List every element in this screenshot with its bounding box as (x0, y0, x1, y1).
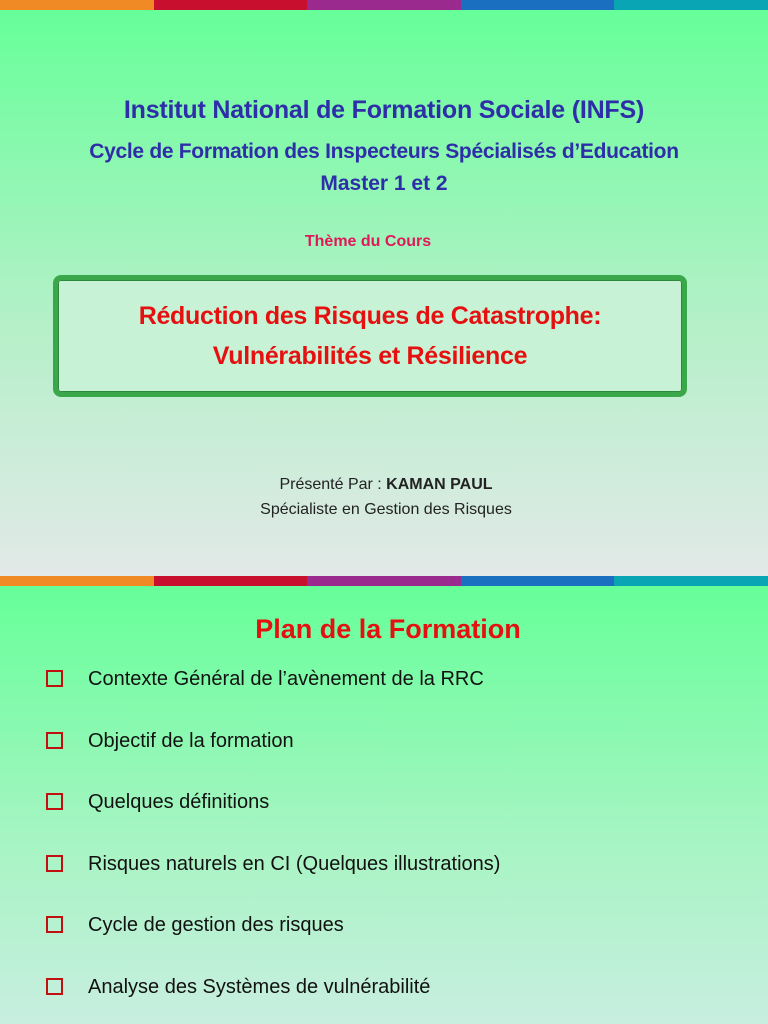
stripe-segment (307, 576, 461, 586)
list-item (46, 728, 500, 790)
list-item (46, 851, 500, 913)
cycle-subtitle: Cycle de Formation des Inspecteurs Spécialisés d’Education (89, 140, 679, 163)
stripe-segment (461, 576, 615, 586)
theme-label: Thème du Cours (304, 233, 432, 250)
presented-by-label: Présenté Par : (279, 476, 387, 493)
stripe-segment (307, 0, 461, 10)
list-item (46, 912, 500, 974)
presenter-line (0, 476, 768, 494)
stripe-segment (0, 0, 154, 10)
master-label: Master 1 et 2 (320, 172, 448, 195)
checkbox-bullet-icon (46, 978, 63, 995)
list-item-text: Contexte Général de l’avènement de la RRC (88, 668, 484, 690)
checkbox-bullet-icon (46, 793, 63, 810)
list-item (46, 789, 500, 851)
list-item-text: Cycle de gestion des risques (88, 914, 344, 936)
list-item-text: Risques naturels en CI (Quelques illustrations) (88, 852, 501, 875)
color-stripe-top (0, 0, 768, 10)
theme-title-line2: Vulnérabilités et Résilience (212, 342, 528, 370)
color-stripe-middle (0, 576, 768, 586)
stripe-segment (614, 576, 768, 586)
checkbox-bullet-icon (46, 732, 63, 749)
stripe-segment (0, 576, 154, 586)
presenter-name: KAMAN PAUL (386, 476, 493, 493)
list-item (46, 666, 500, 728)
checkbox-bullet-icon (46, 916, 63, 933)
checkbox-bullet-icon (46, 855, 63, 872)
plan-title: Plan de la Formation (255, 614, 521, 644)
stripe-segment (154, 576, 308, 586)
plan-list (46, 666, 500, 1024)
stripe-segment (154, 0, 308, 10)
list-item-text: Objectif de la formation (88, 729, 294, 752)
presenter-title: Spécialiste en Gestion des Risques (260, 501, 512, 518)
theme-title-line1: Réduction des Risques de Catastrophe: (138, 302, 602, 330)
stripe-segment (614, 0, 768, 10)
list-item-text: Analyse des Systèmes de vulnérabilité (88, 975, 431, 998)
checkbox-bullet-icon (46, 670, 63, 687)
course-theme-box (53, 275, 687, 397)
list-item (46, 974, 500, 1024)
list-item-text: Quelques définitions (88, 791, 270, 813)
stripe-segment (461, 0, 615, 10)
institute-title: Institut National de Formation Sociale (INFS) (123, 96, 645, 124)
